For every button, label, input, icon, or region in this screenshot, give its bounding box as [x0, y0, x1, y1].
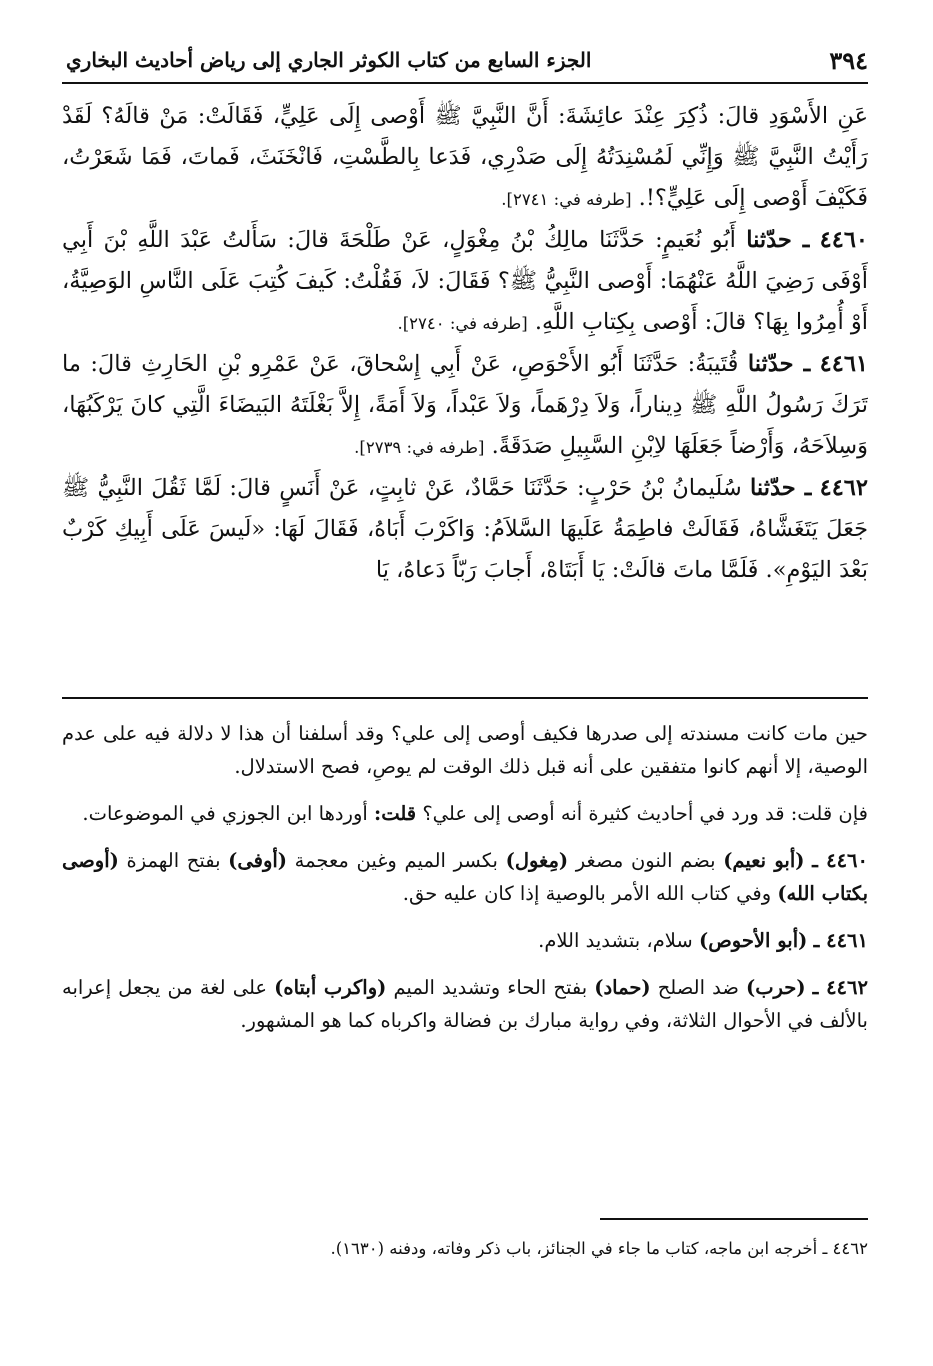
footnote: [62, 1236, 868, 1262]
commentary-text: على لغة من يجعل إعرابه بالألف في الأحوال الثلاثة، وفي رواية مبارك بن فضالة واكرباه كما هو المشهور.: [62, 976, 868, 1032]
commentary-paragraph: [62, 971, 868, 1037]
commentary-term: (أبو الأحوص): [698, 929, 808, 952]
commentary-text: بفتح الهمزة: [126, 849, 221, 872]
hadith-number: ٤٤٦١: [819, 351, 868, 377]
hadith-body: سُلَيمانُ بْنُ حَرْبٍ: حَدَّثَنَا حَمَّادٌ، عَنْ ثابِتٍ، عَنْ أَنَسٍ قالَ: لَمَّا ثَقُلَ النَّبِيُّ ﷺ جَعَلَ يَتَغَشَّاهُ، فَقَالَتْ فاطِمَةُ عَلَيهَا السَّلاَمُ: وَاكَرْبَ أَبَاهُ، فَقَالَ لَهَا: «لَيسَ عَلَى أَبِيكِ كَرْبٌ بَعْدَ اليَوْمِ». فَلَمَّا ماتَ قالَتْ: يَا أَبَتَاهْ، أَجابَ رَبّاً دَعاهُ، يَا: [62, 475, 868, 583]
hadith-number: ٤٤٦٠: [819, 227, 868, 253]
commentary-term: قلت:: [374, 802, 417, 825]
book-page: [62, 40, 868, 1350]
commentary-text: بفتح الحاء وتشديد الميم: [393, 976, 588, 999]
commentary-paragraph: [62, 844, 868, 910]
commentary-text: وفي كتاب الله الأمر بالوصية إذا كان عليه حق.: [402, 882, 772, 905]
hadith-intro: ـ حدّثنا: [747, 351, 811, 377]
commentary-text: فإن قلت: قد ورد في أحاديث كثيرة أنه أوصى إلى علي؟: [422, 802, 868, 825]
commentary-term: (حماد): [594, 976, 651, 999]
cross-reference: [طرفه في: ٢٧٤٠].: [397, 314, 528, 333]
hadith-body: أَبُو نُعَيمٍ: حَدَّثَنَا مالِكُ بْنُ مِغْوَلٍ، عَنْ طَلْحَةَ قالَ: سَأَلتُ عَبْدَ اللَّهِ بْنَ أَبِي أَوْفَى رَضِيَ اللَّهُ عَنْهُمَا: أَوْصى النَّبِيُّ ﷺ؟ فَقَالَ: لاَ، فَقُلْتُ: كَيفَ كُتِبَ عَلَى النَّاسِ الوَصِيَّةُ، أَوْ أُمِرُوا بِهَا؟ قالَ: أَوْصى بِكِتابِ اللَّهِ.: [62, 227, 868, 335]
commentary-text: سلام، بتشديد اللام.: [538, 929, 693, 952]
footnote-text: ٤٤٦٢ ـ أخرجه ابن ماجه، كتاب ما جاء في الجنائز، باب ذكر وفاته، ودفنه (١٦٣٠).: [330, 1239, 868, 1258]
commentary-term: (أوصى بكتاب الله): [62, 849, 868, 905]
page-header: [62, 40, 868, 84]
commentary-term: (حرب): [745, 976, 806, 999]
commentary-term: (مِغول): [505, 849, 569, 872]
running-title: الجزء السابع من كتاب الكوثر الجاري إلى رياض أحاديث البخاري: [66, 48, 592, 72]
hadith-paragraph: [62, 220, 868, 344]
commentary-number: ٤٤٦٠ ـ: [812, 849, 868, 872]
commentary-paragraph: [62, 924, 868, 957]
commentary-paragraph: [62, 797, 868, 830]
commentary-number: ٤٤٦١ ـ: [813, 929, 868, 952]
commentary-term: (واكرب أبتاه): [274, 976, 387, 999]
commentary-text: بكسر الميم وغين معجمة: [294, 849, 498, 872]
commentary-term: (أبو نعيم): [723, 849, 805, 872]
commentary-text: بضم النون مصغر: [575, 849, 716, 872]
commentary-text: أوردها ابن الجوزي في الموضوعات.: [82, 802, 368, 825]
commentary-number: ٤٤٦٢ ـ: [812, 976, 868, 999]
commentary-text: ضد الصلح: [657, 976, 739, 999]
hadith-paragraph: [62, 344, 868, 468]
hadith-paragraph: [62, 468, 868, 591]
hadith-text: [62, 96, 868, 691]
cross-reference: [طرفه في: ٢٧٤١].: [501, 190, 632, 209]
hadith-paragraph: [62, 96, 868, 220]
commentary-separator: [62, 697, 868, 699]
page-number: ٣٩٤: [829, 46, 868, 75]
hadith-body: قُتَيبَةُ: حَدَّثَنَا أَبُو الأَحْوَصِ، عَنْ أَبِي إِسْحاقَ، عَنْ عَمْرِو بْنِ الحَارِثِ قالَ: ما تَرَكَ رَسُولُ اللَّهِ ﷺ دِيناراً، وَلاَ دِرْهَماً، وَلاَ عَبْداً، وَلاَ أَمَةً، إِلاَّ بَغْلَتَهُ البَيضَاءَ الَّتِي كانَ يَرْكَبُهَا، وَسِلاَحَهُ، وَأَرْضاً جَعَلَهَا لاِبْنِ السَّبِيلِ صَدَقَةً.: [62, 351, 868, 459]
commentary: [62, 717, 868, 1037]
hadith-body: عَنِ الأَسْوَدِ قالَ: ذُكِرَ عِنْدَ عائِشَةَ: أَنَّ النَّبِيَّ ﷺ أَوْصى إِلَى عَلِيٍّ، فَقَالَتْ: مَنْ قالَهُ؟ لَقَدْ رَأَيْتُ النَّبِيَّ ﷺ وَإِنِّي لَمُسْنِدَتُهُ إِلَى صَدْرِي، فَدَعا بِالطَّسْتِ، فَانْخَنَثَ، فَماتَ، فَمَا شَعَرْتُ، فَكَيْفَ أَوْصى إِلَى عَلِيٍّ؟!.: [62, 103, 868, 211]
commentary-term: (أوفى): [228, 849, 288, 872]
hadith-intro: ـ حدّثنا: [750, 475, 812, 501]
commentary-text: حين مات كانت مسندته إلى صدرها فكيف أوصى إلى علي؟ وقد أسلفنا أن هذا لا دلالة فيه على عدم الوصية، إلا أنهم كانوا متفقين على أنه قبل ذلك الوقت لم يوصِ، فصح الاستدلال.: [62, 722, 868, 778]
commentary-paragraph: [62, 717, 868, 783]
footnote-separator: [600, 1218, 868, 1220]
hadith-intro: ـ حدّثنا: [746, 227, 810, 253]
hadith-number: ٤٤٦٢: [819, 475, 868, 501]
cross-reference: [طرفه في: ٢٧٣٩].: [354, 438, 485, 457]
